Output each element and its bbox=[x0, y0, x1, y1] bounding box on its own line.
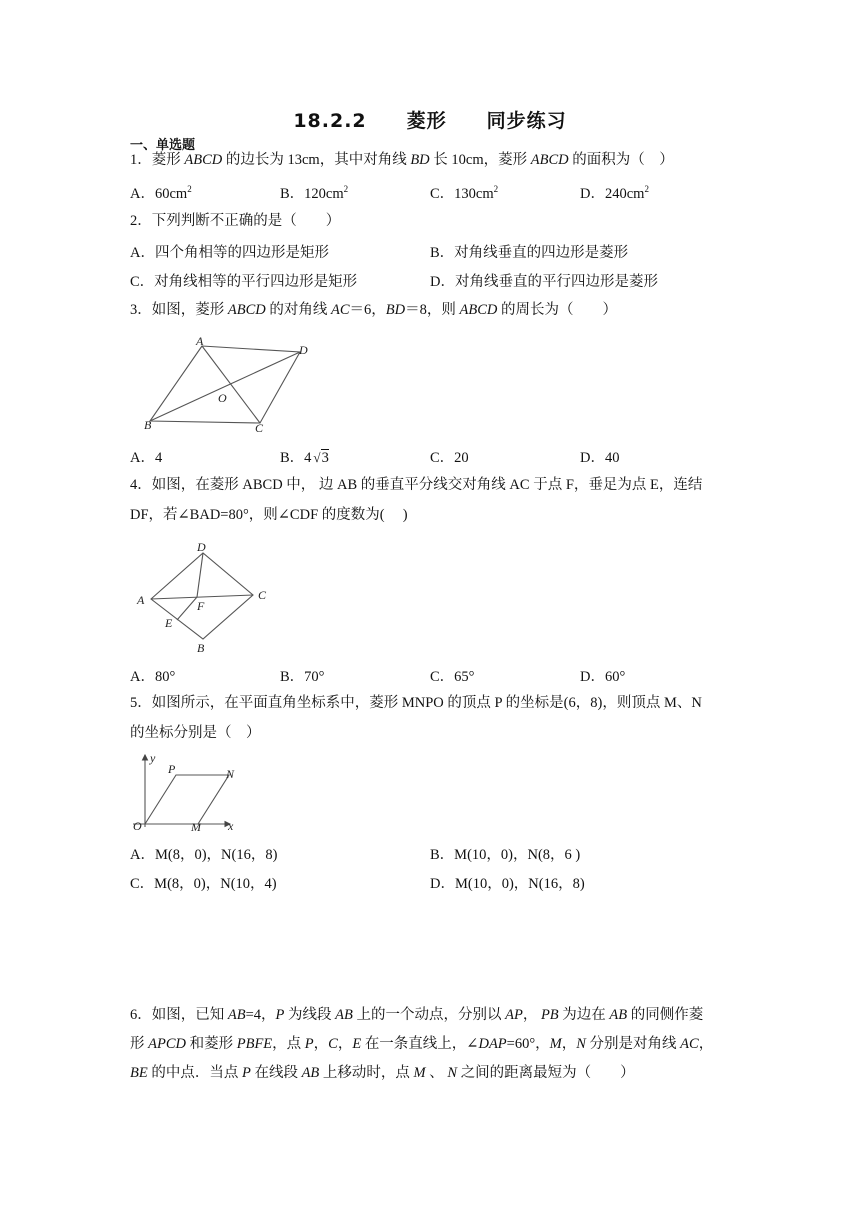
q1-text: 的边长为 13cm，其中对角线 bbox=[222, 152, 411, 168]
origin-label-o: O bbox=[133, 819, 142, 833]
q5-option-c[interactable]: C．M(8，0)，N(10，4) bbox=[130, 876, 277, 892]
segment-fe bbox=[177, 597, 197, 620]
q4-option-c[interactable]: C．65° bbox=[430, 669, 475, 685]
q2-option-a[interactable]: A．四个角相等的四边形是矩形 bbox=[130, 245, 329, 261]
q3-option-b[interactable]: B．4 √3 bbox=[280, 450, 329, 466]
segment-df bbox=[197, 553, 203, 597]
q5-option-a[interactable]: A．M(8，0)，N(16，8) bbox=[130, 847, 278, 863]
q1-num: 1． bbox=[130, 152, 152, 168]
rhombus-figure-q3 bbox=[140, 336, 320, 436]
q1-var: ABCD bbox=[184, 152, 223, 168]
vertex-label-a: A bbox=[196, 334, 204, 348]
q1-option-c[interactable]: C．$130cm^2$ bbox=[430, 184, 499, 202]
question-5-line-1: 5．如图所示，在平面直角坐标系中，菱形 MNPO 的顶点 P 的坐标是(6，8)，则顶点 M、N bbox=[130, 695, 702, 711]
axis-label-y: y bbox=[150, 751, 156, 765]
point-label-f: F bbox=[197, 599, 205, 613]
axis-label-x: x bbox=[228, 819, 234, 833]
q1-text: 的面积为（ ） bbox=[568, 152, 674, 168]
vertex-label-b: B bbox=[197, 641, 205, 655]
point-label-e: E bbox=[165, 616, 173, 630]
q1-option-b[interactable]: B．$120cm^2$ bbox=[280, 184, 349, 202]
diagonal-bd bbox=[150, 352, 300, 421]
vertex-label-c: C bbox=[255, 421, 264, 435]
question-6-line-1: 6．如图，已知 AB=4，P 为线段 AB 上的一个动点，分别以 AP， PB 为边在 AB 的同侧作菱 bbox=[130, 1007, 704, 1023]
q1-option-d[interactable]: D．$240cm^2$ bbox=[580, 184, 649, 202]
coordinate-figure-q5 bbox=[130, 752, 250, 837]
vertex-label-d: D bbox=[197, 540, 206, 554]
q4-option-b[interactable]: B．70° bbox=[280, 669, 325, 685]
rhombus-outline bbox=[145, 775, 229, 824]
vertex-label-d: D bbox=[299, 343, 308, 357]
q2-option-d[interactable]: D．对角线垂直的平行四边形是菱形 bbox=[430, 274, 658, 290]
q2-option-b[interactable]: B．对角线垂直的四边形是菱形 bbox=[430, 245, 629, 261]
vertex-label-p: P bbox=[168, 762, 176, 776]
q1-var: ABCD bbox=[530, 152, 569, 168]
q5-option-b[interactable]: B．M(10，0)，N(8，6 ) bbox=[430, 847, 581, 863]
vertex-label-a: A bbox=[137, 593, 145, 607]
q2-option-c[interactable]: C．对角线相等的平行四边形是矩形 bbox=[130, 274, 358, 290]
page-title: 18.2.2 菱形 同步练习 bbox=[293, 110, 567, 132]
q3-option-c[interactable]: C．20 bbox=[430, 450, 469, 466]
diagonal-ac bbox=[202, 346, 260, 423]
rhombus-figure-q4 bbox=[133, 538, 283, 658]
q1-text: 菱形 bbox=[151, 152, 185, 168]
question-4-line-2: DF，若∠BAD=80°，则∠CDF 的度数为( ) bbox=[130, 507, 408, 523]
vertex-label-m: M bbox=[191, 820, 201, 834]
question-3: 3．如图，菱形 ABCD 的对角线 AC＝6，BD＝8，则 ABCD 的周长为（ ） bbox=[130, 302, 617, 318]
question-4-line-1: 4．如图，在菱形 ABCD 中， 边 AB 的垂直平分线交对角线 AC 于点 F，垂足为点 E，连结 bbox=[130, 477, 703, 493]
q1-option-a[interactable]: A．$60cm^2$ bbox=[130, 184, 192, 202]
q4-option-a[interactable]: A．80° bbox=[130, 669, 176, 685]
q4-option-d[interactable]: D．60° bbox=[580, 669, 626, 685]
question-2: 2．下列判断不正确的是（ ） bbox=[130, 213, 341, 229]
question-6-line-3: BE 的中点．当点 P 在线段 AB 上移动时，点 M 、 N 之间的距离最短为（ ） bbox=[130, 1065, 635, 1081]
q5-option-d[interactable]: D．M(10，0)，N(16，8) bbox=[430, 876, 585, 892]
q1-var: BD bbox=[410, 152, 430, 168]
vertex-label-n: N bbox=[226, 767, 235, 781]
center-label-o: O bbox=[218, 391, 227, 405]
question-6-line-2: 形 APCD 和菱形 PBFE，点 P，C，E 在一条直线上，∠DAP=60°，M，N 分别是对角线 AC， bbox=[130, 1036, 714, 1052]
vertex-label-b: B bbox=[144, 418, 152, 432]
q3-option-d[interactable]: D．40 bbox=[580, 450, 620, 466]
q3-option-a[interactable]: A．4 bbox=[130, 450, 163, 466]
vertex-label-c: C bbox=[258, 588, 267, 602]
rhombus-outline bbox=[150, 346, 300, 423]
question-1 bbox=[130, 150, 674, 170]
question-5-line-2: 的坐标分别是（ ） bbox=[130, 725, 261, 741]
q1-text: 长 10cm，菱形 bbox=[429, 152, 531, 168]
section-heading: 一、单选题 bbox=[130, 138, 196, 153]
